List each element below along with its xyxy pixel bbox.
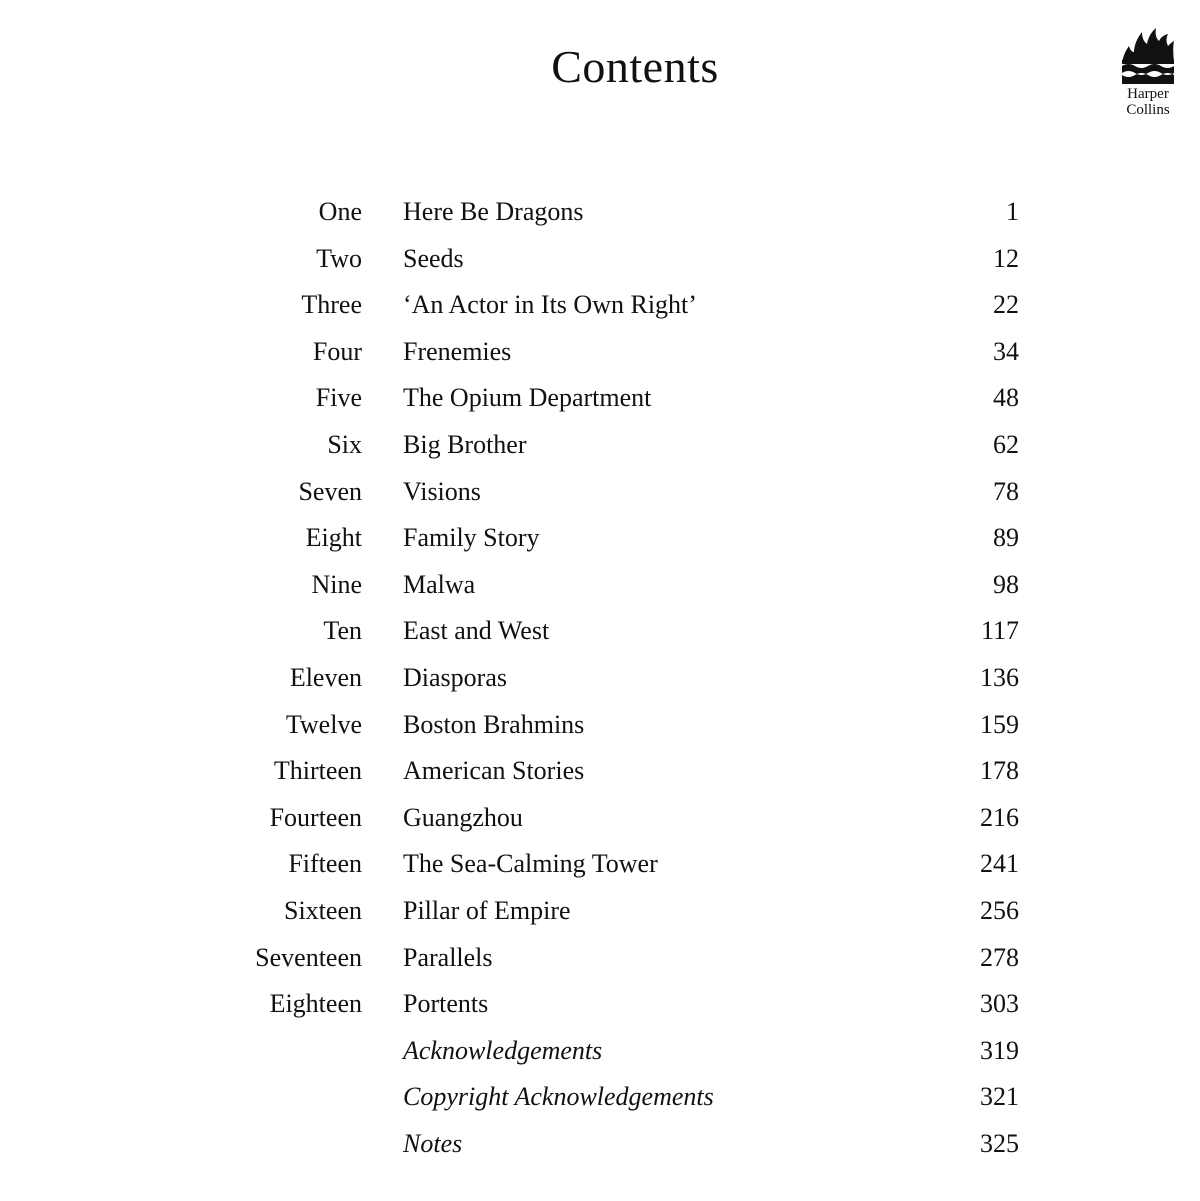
chapter-title: Family Story: [403, 523, 540, 553]
page-number: 319: [980, 1035, 1019, 1065]
chapter-number: Eight: [305, 523, 362, 553]
chapter-title: The Sea-Calming Tower: [403, 849, 658, 879]
chapter-title: Pillar of Empire: [403, 895, 571, 925]
toc-entry: [0, 329, 1200, 376]
chapter-number: Twelve: [285, 709, 362, 739]
chapter-number: Three: [301, 290, 362, 320]
chapter-number: Five: [315, 383, 362, 413]
page-number: 12: [993, 243, 1019, 273]
toc-entry: [0, 236, 1200, 283]
chapter-number: Seven: [298, 476, 362, 506]
chapter-title: Guangzhou: [403, 802, 523, 832]
page-number: 78: [993, 476, 1019, 506]
chapter-number: Two: [316, 243, 362, 273]
chapter-title: East and West: [403, 616, 550, 646]
toc-entry: [0, 888, 1200, 935]
chapter-title: Here Be Dragons: [403, 197, 584, 226]
page-number: 241: [980, 849, 1019, 879]
page-number: 159: [980, 709, 1019, 739]
chapter-title: Big Brother: [403, 429, 527, 459]
toc-entry: [0, 375, 1200, 422]
page-number: 136: [980, 662, 1019, 692]
chapter-title: Diasporas: [403, 662, 507, 692]
publisher-logo: [1112, 26, 1184, 118]
chapter-title: Copyright Acknowledgements: [403, 1082, 714, 1112]
page-number: 98: [993, 569, 1019, 599]
chapter-number: Seventeen: [255, 942, 362, 972]
toc-entry: [0, 189, 1200, 236]
chapter-title: Malwa: [403, 569, 476, 599]
logo-text-line1: Harper: [1127, 86, 1169, 102]
page-number: 256: [980, 895, 1019, 925]
chapter-title: Portents: [403, 989, 489, 1019]
logo-text-line2: Collins: [1126, 102, 1170, 118]
page-number: 178: [980, 756, 1019, 786]
chapter-title: Boston Brahmins: [403, 709, 585, 739]
toc-entry: [0, 1074, 1200, 1121]
chapter-number: Eleven: [289, 662, 362, 692]
page-number: 89: [993, 523, 1019, 553]
toc-entry: [0, 422, 1200, 469]
chapter-number: Thirteen: [273, 756, 362, 786]
page-title: Contents: [551, 41, 719, 92]
toc-entry: [0, 562, 1200, 609]
table-of-contents: [0, 189, 1200, 1167]
chapter-title: Acknowledgements: [403, 1035, 603, 1065]
chapter-title: Parallels: [403, 942, 493, 972]
page-number: 22: [993, 290, 1019, 320]
page-number: 62: [993, 429, 1019, 459]
toc-entry: [0, 655, 1200, 702]
page-number: 278: [980, 942, 1019, 972]
page-number: 48: [993, 383, 1019, 413]
chapter-number: Sixteen: [284, 895, 362, 925]
chapter-title: American Stories: [403, 756, 585, 786]
chapter-number: Fourteen: [269, 802, 362, 832]
page-number: 117: [980, 616, 1019, 646]
chapter-number: One: [318, 197, 362, 226]
page-number: 34: [993, 336, 1019, 366]
page-number: 321: [980, 1082, 1019, 1112]
chapter-number: Nine: [311, 569, 362, 599]
chapter-title: The Opium Department: [403, 383, 652, 413]
page-number: 325: [980, 1128, 1019, 1158]
chapter-title: ‘An Actor in Its Own Right’: [403, 290, 697, 320]
chapter-number: Four: [312, 336, 362, 366]
toc-entry: [0, 702, 1200, 749]
flame-over-water-icon: [1112, 26, 1184, 84]
chapter-number: Fifteen: [288, 849, 362, 879]
toc-entry: [0, 935, 1200, 982]
chapter-title: Seeds: [403, 243, 464, 273]
chapter-title: Notes: [403, 1128, 463, 1158]
chapter-number: Eighteen: [269, 989, 362, 1019]
toc-entry: [0, 1028, 1200, 1075]
toc-entry: [0, 608, 1200, 655]
chapter-number: Ten: [323, 616, 362, 646]
page-number: 303: [980, 989, 1019, 1019]
toc-entry: [0, 282, 1200, 329]
chapter-number: Six: [327, 429, 362, 459]
toc-entry: [0, 1121, 1200, 1168]
toc-entry: [0, 981, 1200, 1028]
toc-entry: [0, 515, 1200, 562]
toc-entry: [0, 469, 1200, 516]
toc-entry: [0, 841, 1200, 888]
toc-entry: [0, 748, 1200, 795]
chapter-title: Frenemies: [403, 336, 512, 366]
toc-entry: [0, 795, 1200, 842]
page-number: 216: [980, 802, 1019, 832]
chapter-title: Visions: [403, 476, 481, 506]
page-number: 1: [1006, 197, 1019, 226]
